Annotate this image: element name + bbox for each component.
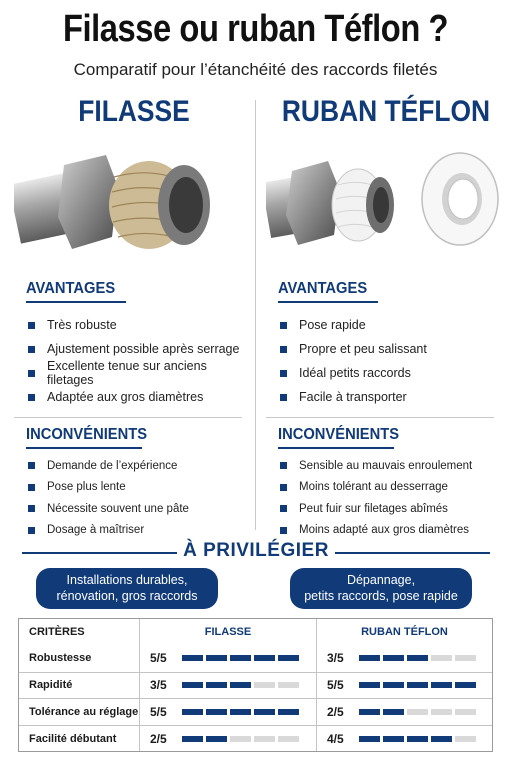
list-item: Peut fuir sur filetages abîmés [280, 498, 506, 520]
privilegier-header [14, 540, 498, 566]
bullet-icon [280, 484, 287, 491]
score-segment [254, 655, 275, 661]
filasse-score-cell [139, 726, 316, 752]
bullet-icon [28, 462, 35, 469]
score-segment [206, 736, 227, 742]
filasse-score: 2/5 [150, 731, 167, 746]
filasse-avantages-list [28, 313, 254, 409]
filasse-avantages-underline [26, 301, 126, 303]
score-segment [206, 655, 227, 661]
filasse-score-cell [139, 699, 316, 725]
filasse-fitting-image [14, 137, 254, 267]
score-segment [431, 682, 452, 688]
score-segment [206, 682, 227, 688]
list-item: Propre et peu salissant [280, 337, 506, 361]
bullet-icon [280, 394, 287, 401]
filasse-score-cell [139, 645, 316, 672]
teflon-inconvenients-list [280, 455, 506, 541]
score-segment [230, 655, 251, 661]
score-segment [407, 655, 428, 661]
bullet-icon [28, 394, 35, 401]
teflon-score: 3/5 [327, 651, 344, 666]
score-segment [407, 709, 428, 715]
privilegier-title: À PRIVILÉGIER [183, 540, 329, 561]
teflon-score-bar [359, 655, 476, 661]
header-teflon: RUBAN TÉFLON [316, 619, 492, 645]
table-header-row [19, 619, 492, 645]
teflon-score-bar [359, 682, 476, 688]
score-segment [431, 736, 452, 742]
bullet-icon [28, 322, 35, 329]
filasse-score: 5/5 [150, 704, 167, 719]
teflon-avantages-heading: AVANTAGES [278, 280, 368, 297]
privilegier-line-right [335, 552, 490, 554]
teflon-score-bar [359, 709, 476, 715]
filasse-inconvenients-list [28, 455, 254, 541]
teflon-avantages-underline [278, 301, 378, 303]
filasse-column [14, 95, 254, 541]
score-segment [455, 709, 476, 715]
score-segment [182, 709, 203, 715]
score-segment [254, 682, 275, 688]
section-separator [266, 417, 494, 418]
teflon-inconvenients-heading: INCONVÉNIENTS [278, 426, 400, 443]
score-segment [254, 709, 275, 715]
list-item: Moins adapté aux gros diamètres [280, 520, 506, 542]
teflon-column [266, 95, 506, 541]
score-segment [383, 682, 404, 688]
table-row [19, 672, 492, 699]
bullet-icon [28, 505, 35, 512]
bullet-icon [28, 346, 35, 353]
column-divider [255, 100, 256, 530]
teflon-score-bar [359, 736, 476, 742]
bullet-icon [280, 322, 287, 329]
bullet-icon [28, 484, 35, 491]
list-item: Moins tolérant au desserrage [280, 477, 506, 499]
score-segment [455, 736, 476, 742]
filasse-recommendation-pill: Installations durables, rénovation, gros raccords [36, 568, 218, 609]
score-segment [431, 655, 452, 661]
teflon-score: 2/5 [327, 704, 344, 719]
teflon-fitting-image [266, 137, 506, 267]
filasse-score-bar [182, 709, 299, 715]
list-item: Très robuste [28, 313, 254, 337]
critere-label: Robustesse [29, 652, 92, 665]
list-item: Pose rapide [280, 313, 506, 337]
score-segment [182, 655, 203, 661]
score-segment [254, 736, 275, 742]
teflon-score: 4/5 [327, 731, 344, 746]
score-segment [278, 655, 299, 661]
filasse-title: FILASSE [78, 95, 190, 128]
page-subtitle: Comparatif pour l’étanchéité des raccords filetés [73, 60, 438, 79]
score-segment [455, 655, 476, 661]
teflon-score: 5/5 [327, 678, 344, 693]
critere-label: Facilité débutant [29, 732, 117, 745]
filasse-score-bar [182, 655, 299, 661]
score-segment [278, 736, 299, 742]
filasse-score: 5/5 [150, 651, 167, 666]
score-segment [359, 736, 380, 742]
filasse-score: 3/5 [150, 678, 167, 693]
score-segment [383, 736, 404, 742]
bullet-icon [280, 505, 287, 512]
score-segment [407, 736, 428, 742]
critere-label: Rapidité [29, 679, 73, 692]
score-segment [455, 682, 476, 688]
score-segment [431, 709, 452, 715]
filasse-avantages-heading: AVANTAGES [26, 280, 116, 297]
list-item: Nécessite souvent une pâte [28, 498, 254, 520]
bullet-icon [28, 527, 35, 534]
bullet-icon [280, 346, 287, 353]
filasse-score-bar [182, 682, 299, 688]
list-item: Idéal petits raccords [280, 361, 506, 385]
bullet-icon [28, 370, 35, 377]
critere-label: Tolérance au réglage [29, 705, 139, 718]
bullet-icon [280, 370, 287, 377]
teflon-inconvenients-underline [278, 447, 394, 449]
score-segment [383, 709, 404, 715]
list-item: Demande de l’expérience [28, 455, 254, 477]
comparison-table [18, 618, 493, 752]
score-segment [230, 709, 251, 715]
bullet-icon [280, 462, 287, 469]
teflon-avantages-list [280, 313, 506, 409]
page-title: Filasse ou ruban Téflon ? [62, 8, 449, 50]
filasse-score-bar [182, 736, 299, 742]
list-item: Pose plus lente [28, 477, 254, 499]
bullet-icon [280, 527, 287, 534]
score-segment [230, 682, 251, 688]
list-item: Excellente tenue sur anciens filetages [28, 361, 254, 385]
filasse-inconvenients-underline [26, 447, 142, 449]
list-item: Facile à transporter [280, 385, 506, 409]
score-segment [278, 709, 299, 715]
teflon-recommendation-pill: Dépannage, petits raccords, pose rapide [290, 568, 472, 609]
teflon-score-cell [316, 645, 492, 672]
score-segment [206, 709, 227, 715]
score-segment [182, 682, 203, 688]
header-filasse: FILASSE [139, 619, 316, 645]
teflon-score-cell [316, 699, 492, 725]
score-segment [230, 736, 251, 742]
score-segment [407, 682, 428, 688]
score-segment [278, 682, 299, 688]
table-row [19, 645, 492, 672]
score-segment [383, 655, 404, 661]
score-segment [359, 682, 380, 688]
teflon-title: RUBAN TÉFLON [281, 95, 491, 128]
list-item: Dosage à maîtriser [28, 520, 254, 542]
table-row [19, 725, 492, 752]
score-segment [182, 736, 203, 742]
teflon-score-cell [316, 673, 492, 699]
table-row [19, 698, 492, 725]
section-separator [14, 417, 242, 418]
list-item: Adaptée aux gros diamètres [28, 385, 254, 409]
teflon-score-cell [316, 726, 492, 752]
score-segment [359, 709, 380, 715]
score-segment [359, 655, 380, 661]
header-criteres: CRITÈRES [29, 626, 85, 638]
filasse-score-cell [139, 673, 316, 699]
list-item: Ajustement possible après serrage [28, 337, 254, 361]
list-item: Sensible au mauvais enroulement [280, 455, 506, 477]
filasse-inconvenients-heading: INCONVÉNIENTS [26, 426, 148, 443]
